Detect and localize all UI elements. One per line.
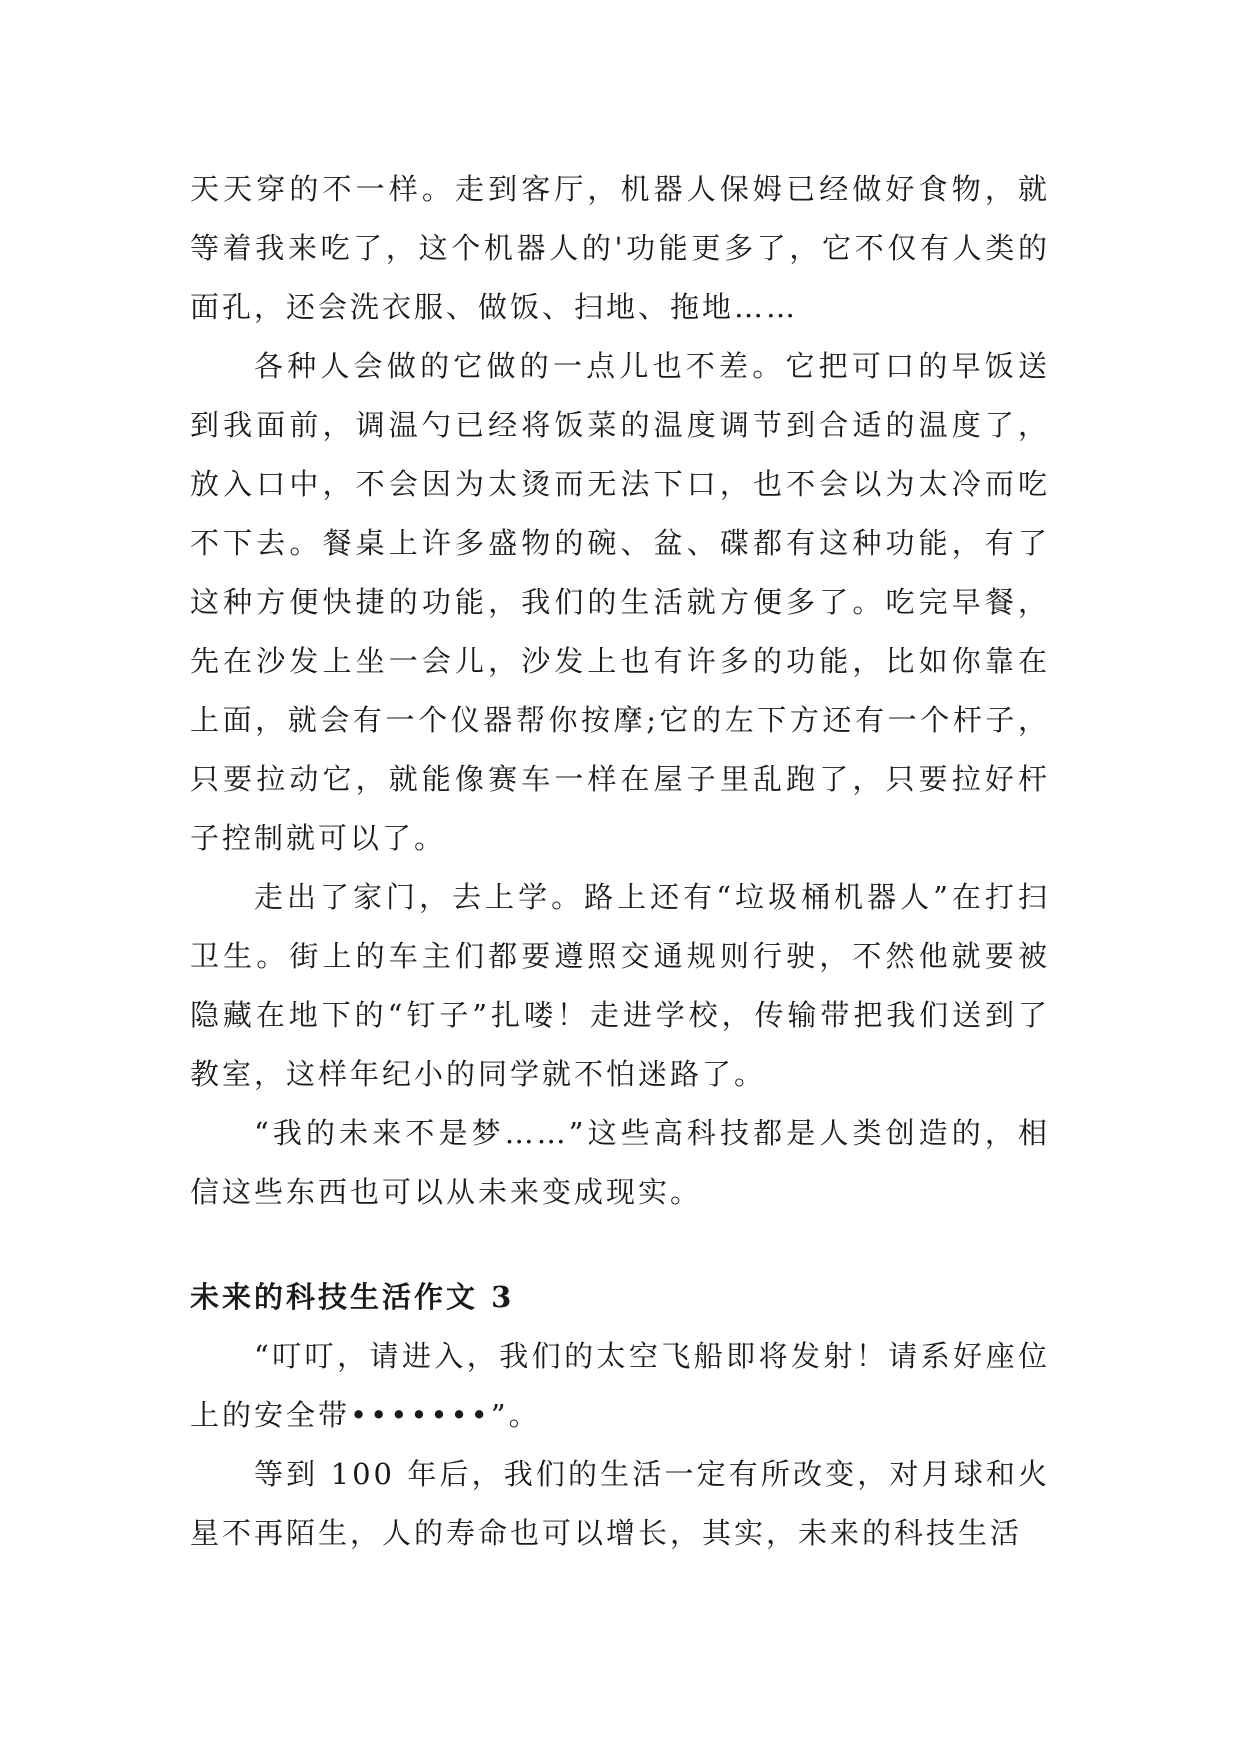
paragraph-robot-nanny: 天天穿的不一样。走到客厅，机器人保姆已经做好食物，就等着我来吃了，这个机器人的'功能更多了，它不仅有人类的面孔，还会洗衣服、做饭、扫地、拖地…… bbox=[190, 172, 1050, 324]
document-page bbox=[190, 160, 1050, 1563]
section-title: 未来的科技生活作文 3 bbox=[190, 1280, 515, 1314]
paragraph-conclusion: “我的未来不是梦……”这些高科技都是人类创造的，相信这些东西也可以从未来变成现实。 bbox=[190, 1116, 1050, 1209]
paragraph-100-years: 等到 100 年后，我们的生活一定有所改变，对月球和火星不再陌生，人的寿命也可以增长，其实，未来的科技生活 bbox=[190, 1457, 1050, 1550]
paragraph-going-to-school: 走出了家门，去上学。路上还有“垃圾桶机器人”在打扫卫生。街上的车主们都要遵照交通规则行驶，不然他就要被隐藏在地下的“钉子”扎喽！走进学校，传输带把我们送到了教室，这样年纪小的同学就不怕迷路了。 bbox=[190, 880, 1050, 1091]
paragraph-spaceship: “叮叮，请进入，我们的太空飞船即将发射！请系好座位上的安全带•••••••”。 bbox=[190, 1339, 1050, 1432]
paragraph-breakfast: 各种人会做的它做的一点儿也不差。它把可口的早饭送到我面前，调温勺已经将饭菜的温度调节到合适的温度了，放入口中，不会因为太烫而无法下口，也不会以为太冷而吃不下去。餐桌上许多盛物的碗、盆、碟都有这种功能，有了这种方便快捷的功能，我们的生活就方便多了。吃完早餐，先在沙发上坐一会儿，沙发上也有许多的功能，比如你靠在上面，就会有一个仪器帮你按摩;它的左下方还有一个杆子，只要拉动它，就能像赛车一样在屋子里乱跑了，只要拉好杆子控制就可以了。 bbox=[190, 349, 1050, 855]
